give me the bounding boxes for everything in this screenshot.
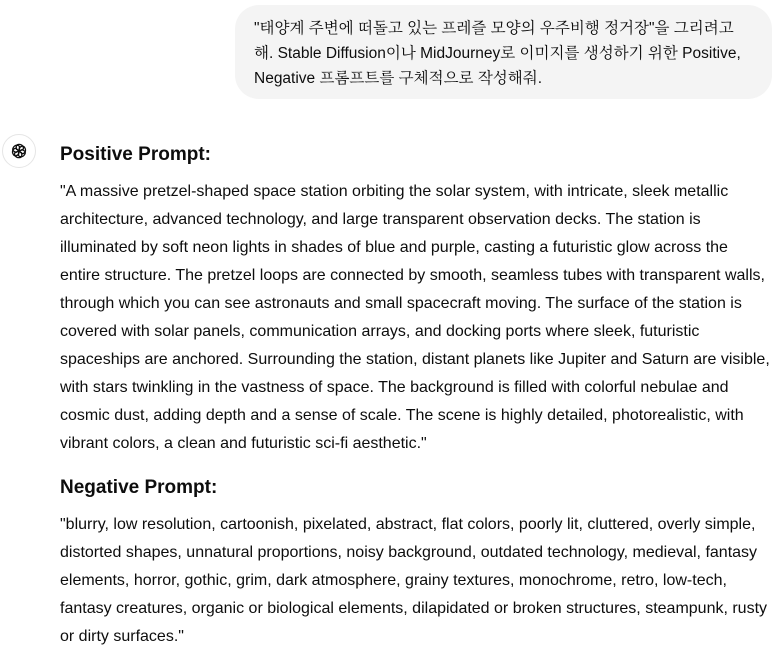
assistant-message: [60, 142, 772, 651]
positive-prompt-text: "A massive pretzel-shaped space station orbiting the solar system, with intricate, sleek metallic architecture, advanced technology, and large transparent observation decks. The station is illuminated by soft neon lights in shades of blue and purple, casting a futuristic glow across the entire structure. The pretzel loops are connected by smooth, seamless tubes with transparent walls, through which you can see astronauts and small spacecraft moving. The surface of the station is covered with solar panels, communication arrays, and docking ports where sleek, futuristic spaceships are anchored. Surrounding the station, distant planets like Jupiter and Saturn are visible, with stars twinkling in the vastness of space. The background is filled with colorful nebulae and cosmic dust, adding depth and a sense of scale. The scene is highly detailed, photorealistic, with vibrant colors, a clean and futuristic sci-fi aesthetic.": [60, 183, 770, 452]
positive-prompt-heading: Positive Prompt:: [60, 144, 211, 165]
assistant-avatar: [2, 134, 36, 168]
user-message-bubble: "태양계 주변에 떠돌고 있는 프레즐 모양의 우주비행 정거장"을 그리려고 해. Stable Diffusion이나 MidJourney로 이미지를 생성하기 위한 Positive, Negative 프롬프트를 구체적으로 작성해줘.: [235, 5, 772, 99]
negative-prompt-heading: Negative Prompt:: [60, 477, 218, 498]
negative-prompt-text: "blurry, low resolution, cartoonish, pixelated, abstract, flat colors, poorly lit, cluttered, overly simple, distorted shapes, unnatural proportions, noisy background, outdated technology, medieval, fantasy elements, horror, gothic, grim, dark atmosphere, grainy textures, monochrome, retro, low-tech, fantasy creatures, organic or biological elements, dilapidated or broken structures, steampunk, rusty or dirty surfaces.": [60, 516, 768, 645]
openai-logo-icon: [9, 141, 29, 161]
user-message-row: [0, 0, 775, 110]
